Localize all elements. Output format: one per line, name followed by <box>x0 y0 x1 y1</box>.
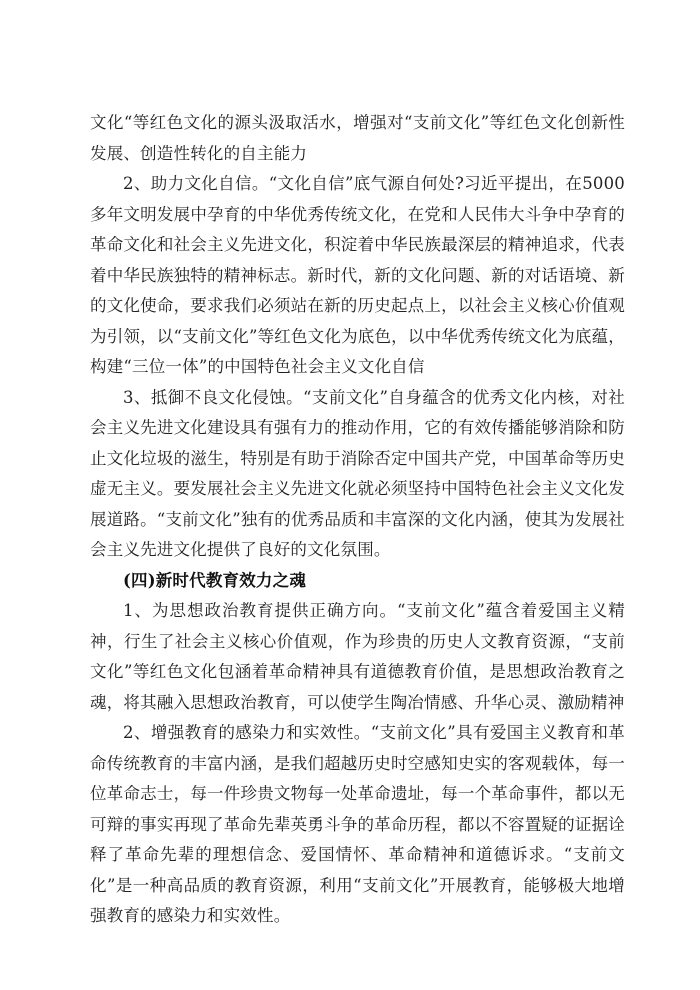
paragraph-education-effectiveness: 2、增强教育的感染力和实效性。“支前文化”具有爱国主义教育和革命传统教育的丰富内涵，是我们超越历史时空感知史实的客观载体，每一位革命志士，每一件珍贵文物每一处革命遗址，每一个革命事件，都以无可辩的事实再现了革命先辈英勇斗争的革命历程，都以不容置疑的证据诠释了革命先辈的理想信念、爱国情怀、革命精神和道德诉求。“支前文化”是一种高品质的教育资源，利用“支前文化”开展教育，能够极大地增强教育的感染力和实效性。 <box>90 723 625 925</box>
document-body <box>90 108 625 932</box>
paragraph-cultural-confidence: 2、助力文化自信。“文化自信”底气源自何处?习近平提出，在5000多年文明发展中孕育的中华优秀传统文化，在党和人民伟大斗争中孕育的革命文化和社会主义先进文化，积淀着中华民族最深层的精神追求，代表着中华民族独特的精神标志。新时代，新的文化问题、新的对话语境、新的文化使命，要求我们必须站在新的历史起点上，以社会主义核心价值观为引领，以“支前文化”等红色文化为底色，以中华优秀传统文化为底蕴，构建“三位一体”的中国特色社会主义文化自信 <box>90 174 625 376</box>
paragraph-continuation: 文化“等红色文化的源头汲取活水，增强对“支前文化”等红色文化创新性发展、创造性转化的自主能力 <box>90 113 625 163</box>
section-heading: (四)新时代教育效力之魂 <box>123 570 307 590</box>
paragraph-ideological-education: 1、为思想政治教育提供正确方向。“支前文化”蕴含着爱国主义精神，行生了社会主义核心价值观，作为珍贵的历史人文教育资源，“支前文化”等红色文化包涵着革命精神具有道德教育价值，是思想政治教育之魂，将其融入思想政治教育，可以使学生陶冶情感、升华心灵、激励精神 <box>90 601 625 712</box>
paragraph-resist-bad-culture: 3、抵御不良文化侵蚀。“支前文化”自身蕴含的优秀文化内核，对社会主义先进文化建设具有强有力的推动作用，它的有效传播能够消除和防止文化垃圾的滋生，特别是有助于消除否定中国共产党，中国革命等历史虚无主义。要发展社会主义先进文化就必须坚持中国特色社会主义文化发展道路。“支前文化”独有的优秀品质和丰富深的文化内涵，使其为发展社会主义先进文化提供了良好的文化氛围。 <box>90 387 625 559</box>
